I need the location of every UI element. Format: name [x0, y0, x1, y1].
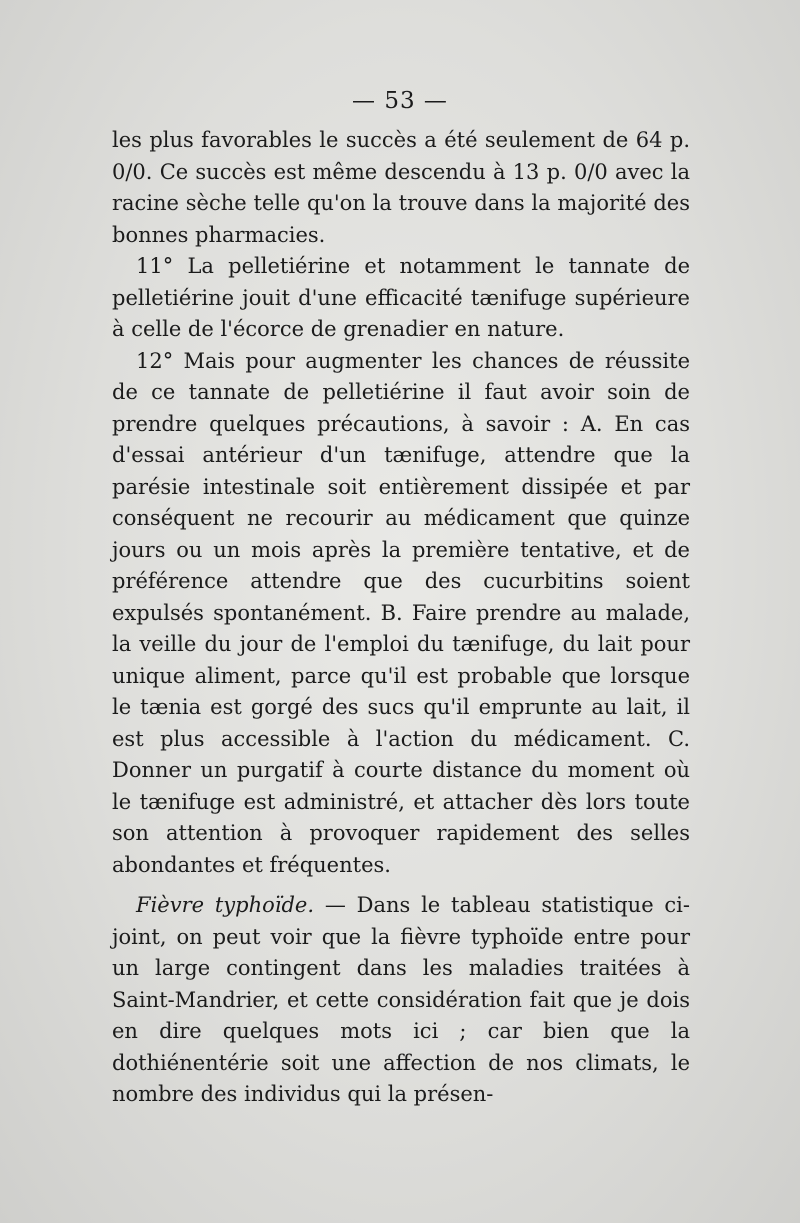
paragraph-point-11: 11° La pelletiérine et notamment le tannate de pelletiérine jouit d'une efficacité tænifuge supérieure à celle de l'écorce de grenadier en nature. — [112, 254, 690, 341]
section-text: Dans le tableau statistique ci-joint, on peut voir que la fièvre typhoïde entre pour un large contingent dans les maladies traitées à Saint-Mandrier, et cette considération fait que je dois en dire quelques mots ici ; car bien que la dothiénentérie soit une affection de nos climats, le nombre des individus qui la présen- — [112, 893, 690, 1106]
paragraph-point-12: 12° Mais pour augmenter les chances de réussite de ce tannate de pelletiérine il faut avoir soin de prendre quelques précautions, à savoir : A. En cas d'essai antérieur d'un tænifuge, attendre que la parésie intestinale soit entièrement dissipée et par conséquent ne recourir au médicament que quinze jours ou un mois après la première tentative, et de préférence attendre que des cucurbitins soient expulsés spontanément. B. Faire prendre au malade, la veille du jour de l'emploi du tænifuge, du lait pour unique aliment, parce qu'il est probable que lorsque le tænia est gorgé des sucs qu'il emprunte au lait, il est plus accessible à l'action du médicament. C. Donner un purgatif à courte distance du moment où le tænifuge est administré, et attacher dès lors toute son attention à provoquer rapidement des selles abondantes et fréquentes. — [112, 348, 690, 877]
page-number: — 53 — — [352, 88, 448, 114]
section-paragraph — [112, 890, 690, 1111]
section-separator: — — [314, 893, 357, 917]
section-title: Fièvre typhoïde. — [136, 893, 315, 917]
body-text-upper — [112, 125, 690, 881]
section-fievre-typhoide — [112, 890, 690, 1111]
paragraph-continuation: les plus favorables le succès a été seulement de 64 p. 0/0. Ce succès est même descendu à 13 p. 0/0 avec la racine sèche telle qu'on la trouve dans la majorité des bonnes pharmacies. — [112, 128, 690, 247]
